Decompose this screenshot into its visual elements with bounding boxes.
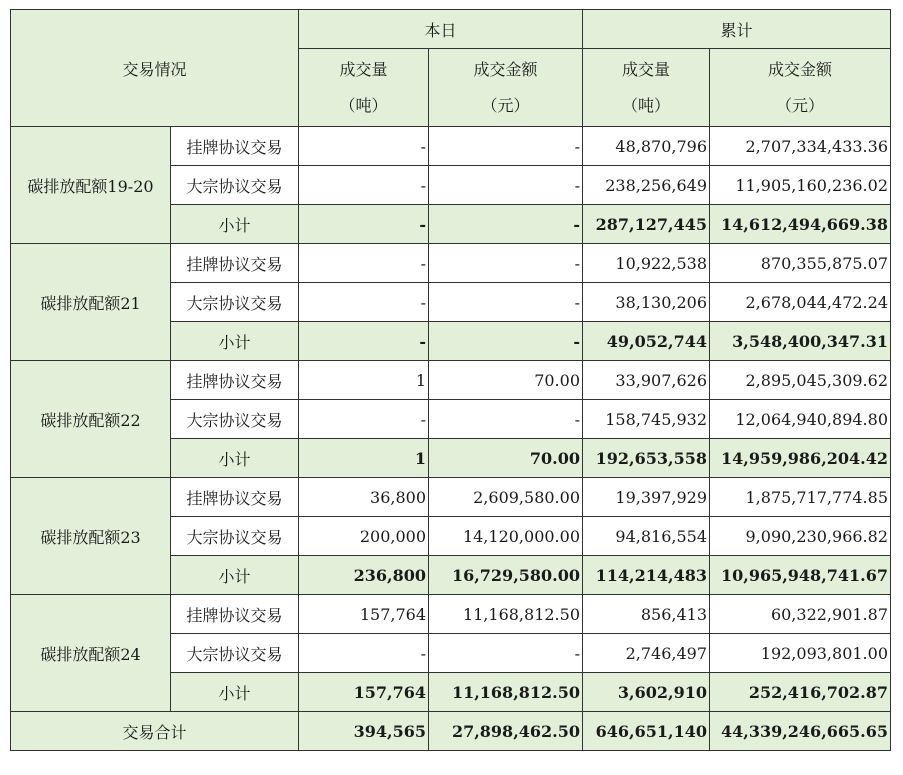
trade-type-label: 大宗协议交易 <box>171 400 299 439</box>
cumulative-amount-cell: 10,965,948,741.67 <box>710 556 891 595</box>
today-amount-cell: - <box>429 634 583 673</box>
today-amount-cell: 70.00 <box>429 361 583 400</box>
cumulative-volume-cell: 238,256,649 <box>583 166 710 205</box>
allowance-group-label: 碳排放配额21 <box>11 244 171 361</box>
cumulative-amount-cell: 2,707,334,433.36 <box>710 127 891 166</box>
cumulative-amount-cell: 192,093,801.00 <box>710 634 891 673</box>
today-volume-cell: - <box>299 322 429 361</box>
today-volume-cell: - <box>299 127 429 166</box>
today-amount-cell: 2,609,580.00 <box>429 478 583 517</box>
table-row <box>11 127 891 166</box>
cumulative-volume-cell: 48,870,796 <box>583 127 710 166</box>
allowance-group-label: 碳排放配额22 <box>11 361 171 478</box>
today-amount-cell: - <box>429 205 583 244</box>
subtotal-label: 小计 <box>171 205 299 244</box>
today-amount-cell: - <box>429 244 583 283</box>
cumulative-amount-cell: 3,548,400,347.31 <box>710 322 891 361</box>
cumulative-volume-cell: 19,397,929 <box>583 478 710 517</box>
cumulative-amount-cell: 870,355,875.07 <box>710 244 891 283</box>
subtotal-label: 小计 <box>171 322 299 361</box>
cumulative-volume-cell: 856,413 <box>583 595 710 634</box>
cumulative-volume-cell: 94,816,554 <box>583 517 710 556</box>
cumulative-volume-cell: 49,052,744 <box>583 322 710 361</box>
trade-type-label: 挂牌协议交易 <box>171 478 299 517</box>
total-label: 交易合计 <box>11 712 299 751</box>
trade-type-label: 大宗协议交易 <box>171 166 299 205</box>
today-amount-cell: - <box>429 127 583 166</box>
allowance-group-label: 碳排放配额24 <box>11 595 171 712</box>
today-volume-header <box>299 49 429 127</box>
today-amount-header <box>429 49 583 127</box>
trade-type-label: 挂牌协议交易 <box>171 595 299 634</box>
today-amount-cell: 11,168,812.50 <box>429 595 583 634</box>
today-amount-cell: - <box>429 322 583 361</box>
today-volume-cell: 36,800 <box>299 478 429 517</box>
trade-type-label: 挂牌协议交易 <box>171 361 299 400</box>
cumulative-amount-cell: 60,322,901.87 <box>710 595 891 634</box>
today-amount-cell: - <box>429 400 583 439</box>
today-volume-cell: 157,764 <box>299 673 429 712</box>
today-amount-unit: （元） <box>481 95 530 115</box>
cumulative-volume-cell: 158,745,932 <box>583 400 710 439</box>
cumulative-amount-cell: 2,895,045,309.62 <box>710 361 891 400</box>
allowance-group-label: 碳排放配额23 <box>11 478 171 595</box>
today-amount-cell: 14,120,000.00 <box>429 517 583 556</box>
today-volume-cell: 1 <box>299 361 429 400</box>
trade-type-label: 大宗协议交易 <box>171 634 299 673</box>
trade-type-label: 挂牌协议交易 <box>171 244 299 283</box>
today-volume-cell: - <box>299 166 429 205</box>
today-volume-cell: 236,800 <box>299 556 429 595</box>
today-amount-label: 成交金额 <box>473 59 538 79</box>
cumulative-amount-cell: 1,875,717,774.85 <box>710 478 891 517</box>
cumulative-volume-cell: 287,127,445 <box>583 205 710 244</box>
cumulative-amount-cell: 252,416,702.87 <box>710 673 891 712</box>
trade-info-header: 交易情况 <box>11 10 299 127</box>
today-amount-cell: - <box>429 283 583 322</box>
cumulative-header: 累计 <box>583 10 891 49</box>
trade-type-label: 大宗协议交易 <box>171 283 299 322</box>
allowance-group-label: 碳排放配额19-20 <box>11 127 171 244</box>
cumulative-amount-cell: 14,612,494,669.38 <box>710 205 891 244</box>
today-amount-cell: 11,168,812.50 <box>429 673 583 712</box>
cumulative-amount-unit: （元） <box>775 95 824 115</box>
total-cumulative-amount: 44,339,246,665.65 <box>710 712 891 751</box>
today-volume-cell: - <box>299 283 429 322</box>
today-volume-cell: 1 <box>299 439 429 478</box>
total-today-volume: 394,565 <box>299 712 429 751</box>
trade-type-label: 大宗协议交易 <box>171 517 299 556</box>
cumulative-volume-cell: 3,602,910 <box>583 673 710 712</box>
cumulative-volume-cell: 192,653,558 <box>583 439 710 478</box>
cumulative-volume-cell: 38,130,206 <box>583 283 710 322</box>
today-volume-cell: 157,764 <box>299 595 429 634</box>
cumulative-volume-cell: 2,746,497 <box>583 634 710 673</box>
total-today-amount: 27,898,462.50 <box>429 712 583 751</box>
today-volume-label: 成交量 <box>339 59 388 79</box>
today-amount-cell: 70.00 <box>429 439 583 478</box>
cumulative-volume-cell: 33,907,626 <box>583 361 710 400</box>
header-row-1 <box>11 10 891 49</box>
today-amount-cell: 16,729,580.00 <box>429 556 583 595</box>
cumulative-volume-label: 成交量 <box>621 59 670 79</box>
table-row <box>11 361 891 400</box>
cumulative-volume-cell: 114,214,483 <box>583 556 710 595</box>
today-volume-cell: - <box>299 244 429 283</box>
today-amount-cell: - <box>429 166 583 205</box>
today-volume-unit: （吨） <box>339 95 388 115</box>
cumulative-amount-label: 成交金额 <box>767 59 832 79</box>
cumulative-volume-header <box>583 49 710 127</box>
today-volume-cell: - <box>299 634 429 673</box>
table-row <box>11 478 891 517</box>
today-header: 本日 <box>299 10 583 49</box>
cumulative-amount-cell: 2,678,044,472.24 <box>710 283 891 322</box>
total-cumulative-volume: 646,651,140 <box>583 712 710 751</box>
table-row <box>11 244 891 283</box>
today-volume-cell: - <box>299 205 429 244</box>
trading-summary-table <box>10 9 891 751</box>
trade-type-label: 挂牌协议交易 <box>171 127 299 166</box>
today-volume-cell: - <box>299 400 429 439</box>
cumulative-amount-header <box>710 49 891 127</box>
cumulative-volume-cell: 10,922,538 <box>583 244 710 283</box>
subtotal-label: 小计 <box>171 439 299 478</box>
cumulative-volume-unit: （吨） <box>621 95 670 115</box>
cumulative-amount-cell: 14,959,986,204.42 <box>710 439 891 478</box>
cumulative-amount-cell: 9,090,230,966.82 <box>710 517 891 556</box>
table-row <box>11 595 891 634</box>
total-row <box>11 712 891 751</box>
subtotal-label: 小计 <box>171 556 299 595</box>
cumulative-amount-cell: 11,905,160,236.02 <box>710 166 891 205</box>
cumulative-amount-cell: 12,064,940,894.80 <box>710 400 891 439</box>
today-volume-cell: 200,000 <box>299 517 429 556</box>
subtotal-label: 小计 <box>171 673 299 712</box>
